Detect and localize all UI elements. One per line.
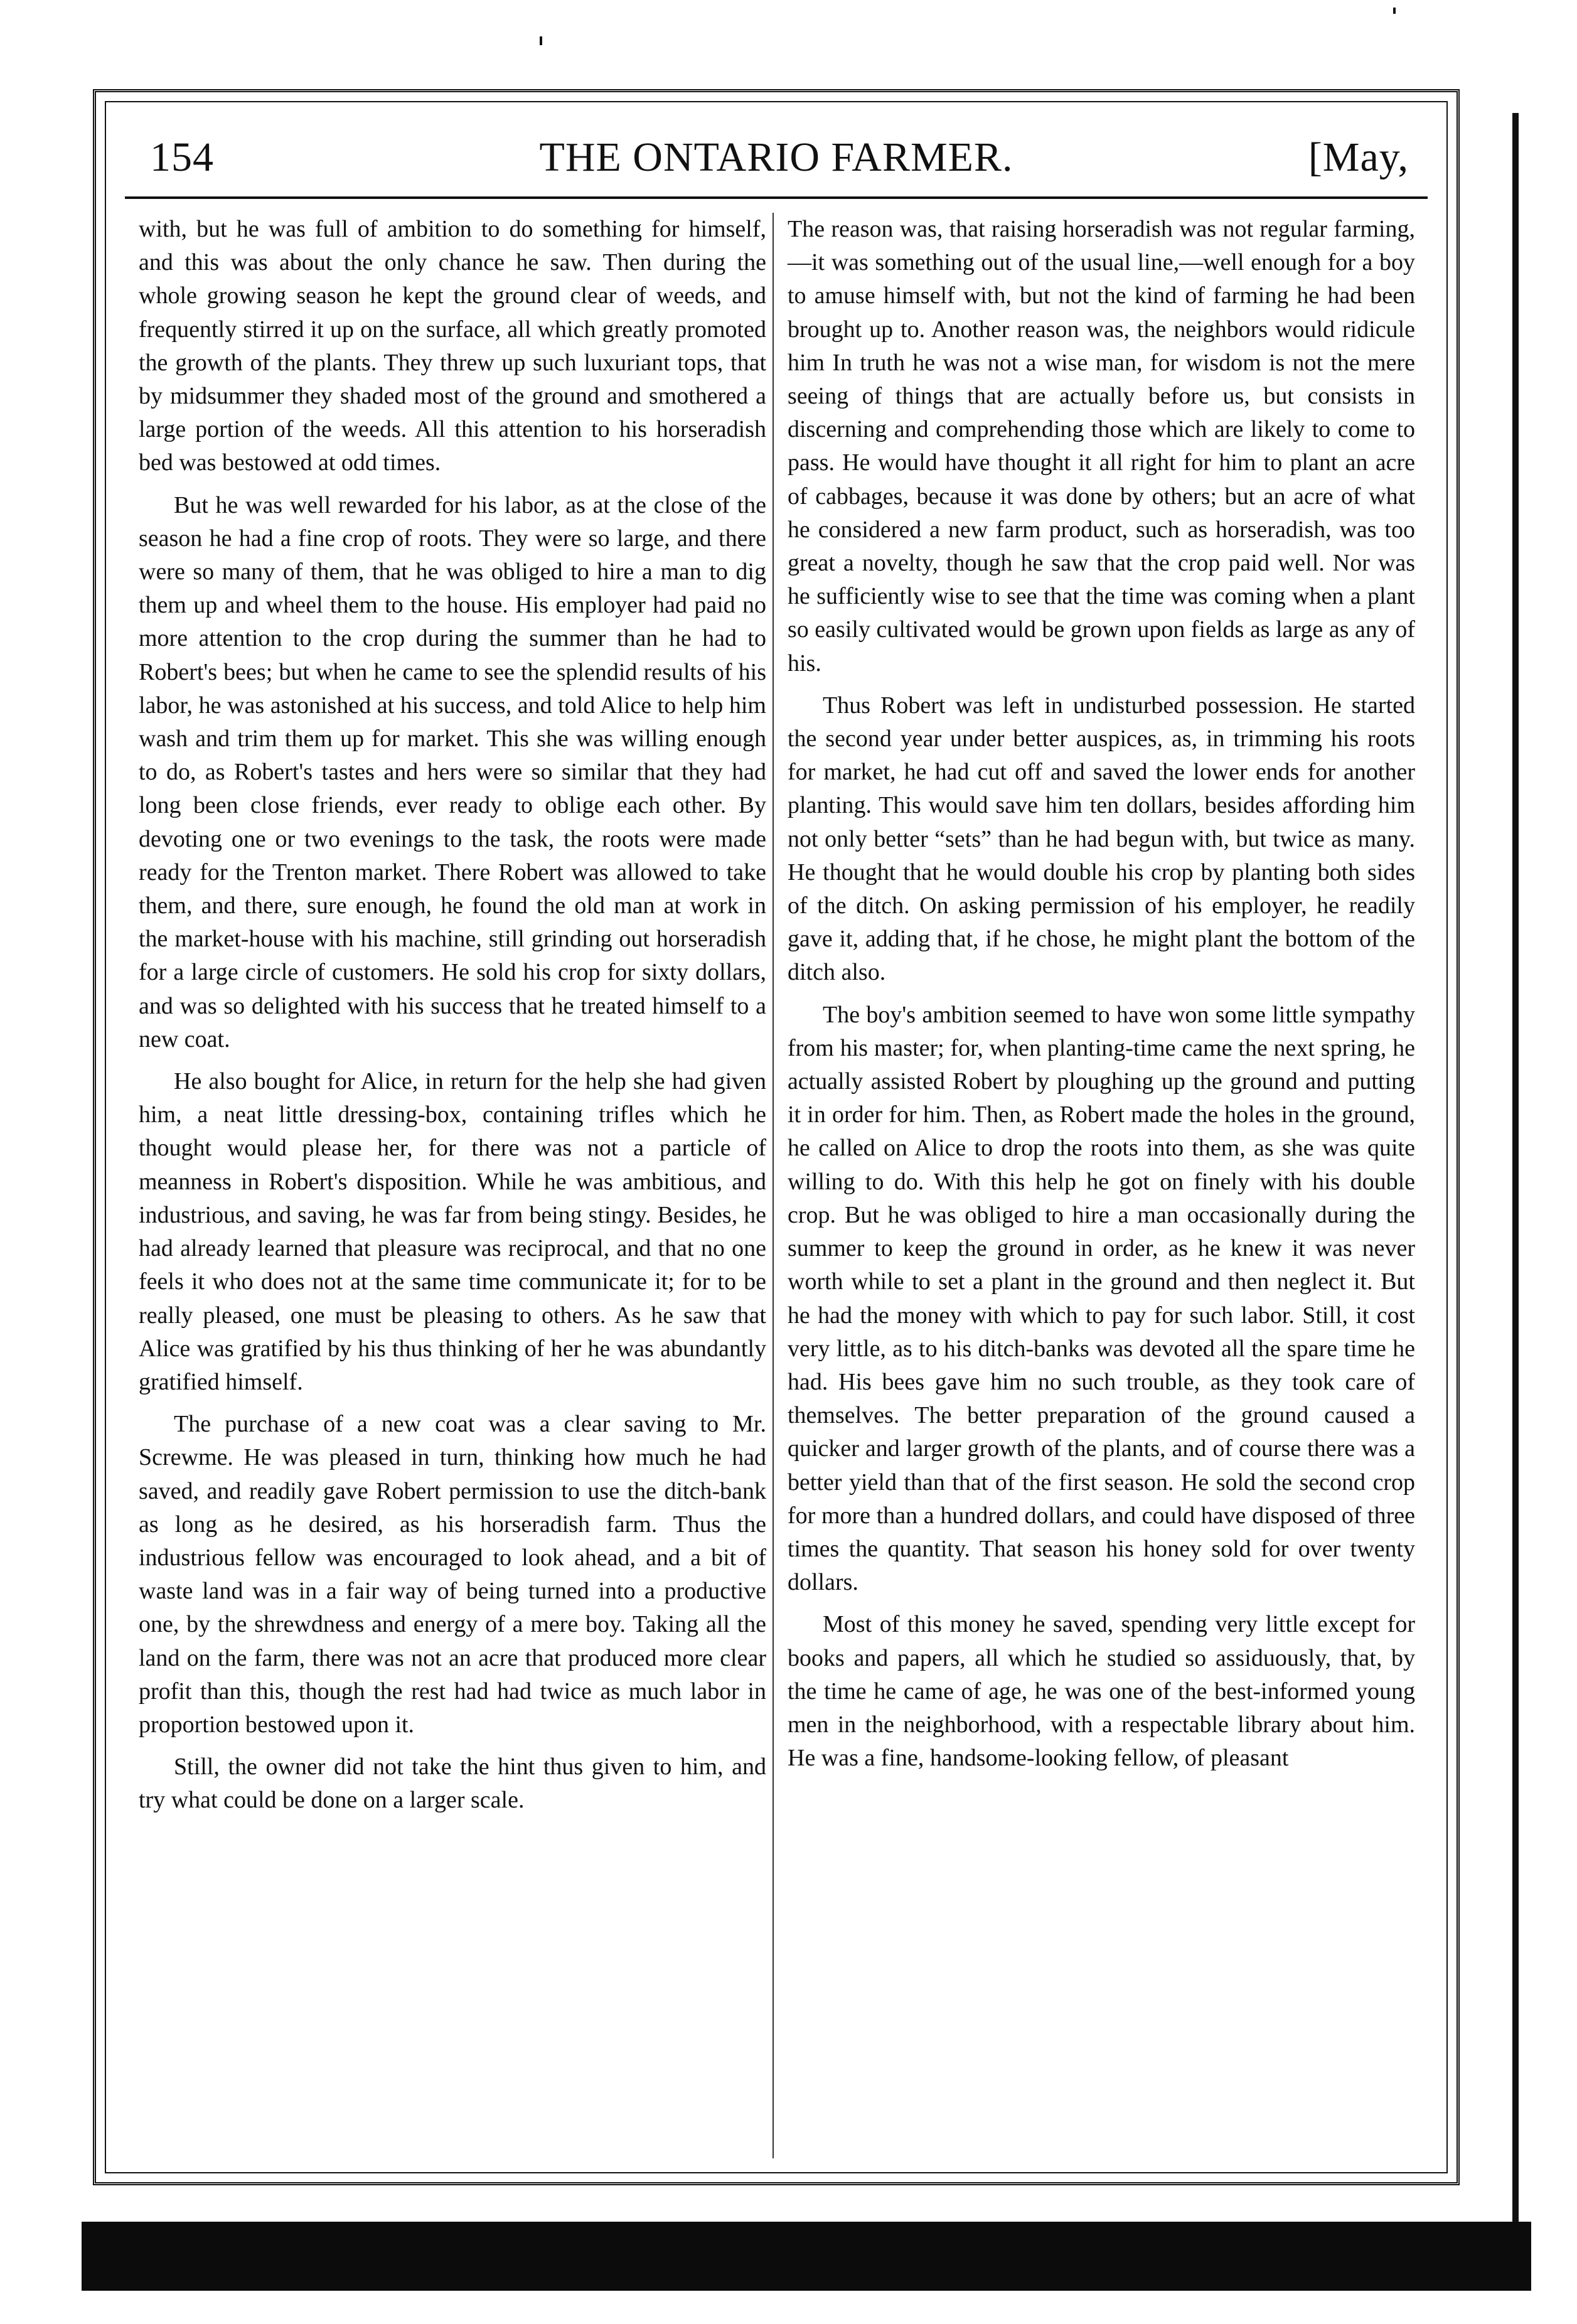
- paragraph: with, but he was full of ambition to do something for himself, and this was about the only chance he saw. Then during the whole growing season he kept the ground clear of weeds, and frequently stirred it up on the surface, all which greatly promoted the growth of the plants. They threw up such luxuriant tops, that by midsummer they shaded most of the ground and smothered a large portion of the weeds. All this attention to his horseradish bed was bestowed at odd times.: [139, 216, 766, 476]
- column-divider: [772, 213, 774, 2158]
- paragraph: The boy's ambition seemed to have won some little sympathy from his master; for, when planting-time came the next spring, he actually assisted Robert by ploughing up the ground and putting it in order for him. Then, as Robert made the holes in the ground, he called on Alice to drop the roots into them, as she was quite willing to do. With this help he got on finely with his double crop. But he was obliged to hire a man occasionally during the summer to keep the ground in order, as he knew it was never worth while to set a plant in the ground and then neglect it. But he had the money with which to pay for such labor. Still, it cost very little, as to his ditch-banks was devoted all the spare time he had. His bees gave him no such trouble, as they took care of themselves. The better preparation of the ground caused a quicker and larger growth of the plants, and of course there was a better yield than that of the first season. He sold the second crop for more than a hundred dollars, and could have disposed of three times the quantity. That season his honey sold for over twenty dollars.: [788, 1001, 1415, 1596]
- left-column: [139, 213, 766, 1826]
- header-rule: [125, 196, 1428, 199]
- paragraph: But he was well rewarded for his labor, as at the close of the season he had a fine crop of roots. They were so large, and there were so many of them, that he was obliged to hire a man to dig them up and wheel them to the house. His employer had paid no more attention to the crop during the summer than he had to Robert's bees; but when he came to see the splendid results of his labor, he was astonished at his success, and told Alice to help him wash and trim them up for market. This she was willing enough to do, as Robert's tastes and hers were so similar that they had long been close friends, ever ready to oblige each other. By devoting one or two evenings to the task, the roots were made ready for the Trenton market. There Robert was allowed to take them, and there, sure enough, he found the old man at work in the market-house with his machine, still grinding out horseradish for a large circle of customers. He sold his crop for sixty dollars, and was so delighted with his success that he treated himself to a new coat.: [139, 491, 766, 1052]
- running-header: [131, 120, 1421, 195]
- paragraph: Thus Robert was left in undisturbed possession. He started the second year under better auspices, as, in trimming his roots for market, he had cut off and saved the lower ends for another planting. This would save him ten dollars, besides affording him not only better “sets” than he had begun with, but twice as many. He thought that he would double his crop by planting both sides of the ditch. On asking permission of his employer, he readily gave it, adding that, if he chose, he might plant the bottom of the ditch also.: [788, 692, 1415, 986]
- issue-month: [May,: [1308, 134, 1409, 180]
- paragraph: The purchase of a new coat was a clear saving to Mr. Screwme. He was pleased in turn, thinking how much he had saved, and readily gave Robert permission to use the ditch-bank as long as he desired, as his horseradish farm. Thus the industrious fellow was encouraged to look ahead, and a bit of waste land was in a fair way of being turned into a productive one, by the shrewdness and energy of a mere boy. Taking all the land on the farm, there was not an acre that produced more clear profit than this, though the rest had had twice as much labor in proportion bestowed upon it.: [139, 1411, 766, 1738]
- scan-bottom-band: [82, 2222, 1531, 2291]
- paragraph: The reason was, that raising horseradish was not regular farming,—it was something out of the usual line,—well enough for a boy to amuse himself with, but not the kind of farming he had been brought up to. Another reason was, the neighbors would ridicule him In truth he was not a wise man, for wisdom is not the mere seeing of things that are actually before us, but consists in discerning and comprehending those which are likely to come to pass. He would have thought it all right for him to plant an acre of cabbages, because it was done by others; but an acre of what he considered a new farm product, such as horseradish, was too great a novelty, though he saw that the crop paid well. Nor was he sufficiently wise to see that the time was coming when a plant so easily cultivated would be grown upon fields as large as any of his.: [788, 216, 1415, 677]
- page-frame: [93, 89, 1460, 2185]
- paragraph: Most of this money he saved, spending very little except for books and papers, all which he studied so assiduously, that, by the time he came of age, he was one of the best-informed young men in the neighborhood, with a respectable library about him. He was a fine, handsome-looking fellow, of pleasant: [788, 1611, 1415, 1772]
- page-frame-inner: [105, 101, 1448, 2173]
- right-column: [788, 213, 1415, 1784]
- scan-mark-top-right: [1393, 8, 1396, 14]
- page-number: 154: [150, 134, 214, 180]
- paragraph: He also bought for Alice, in return for the help she had given him, a neat little dressing-box, containing trifles which he thought would please her, for there was not a particle of meanness in Robert's disposition. While he was ambitious, and industrious, and saving, he was far from being stingy. Besides, he had already learned that pleasure was reciprocal, and that no one feels it who does not at the same time communicate it; for to be really pleased, one must be pleasing to others. As he saw that Alice was gratified by his thus thinking of her he was abundantly gratified himself.: [139, 1068, 766, 1395]
- scan-mark-top: [540, 36, 542, 45]
- journal-title: THE ONTARIO FARMER.: [539, 134, 1013, 180]
- paragraph: Still, the owner did not take the hint thus given to him, and try what could be done on a larger scale.: [139, 1754, 766, 1814]
- page-edge-line: [1512, 113, 1519, 2222]
